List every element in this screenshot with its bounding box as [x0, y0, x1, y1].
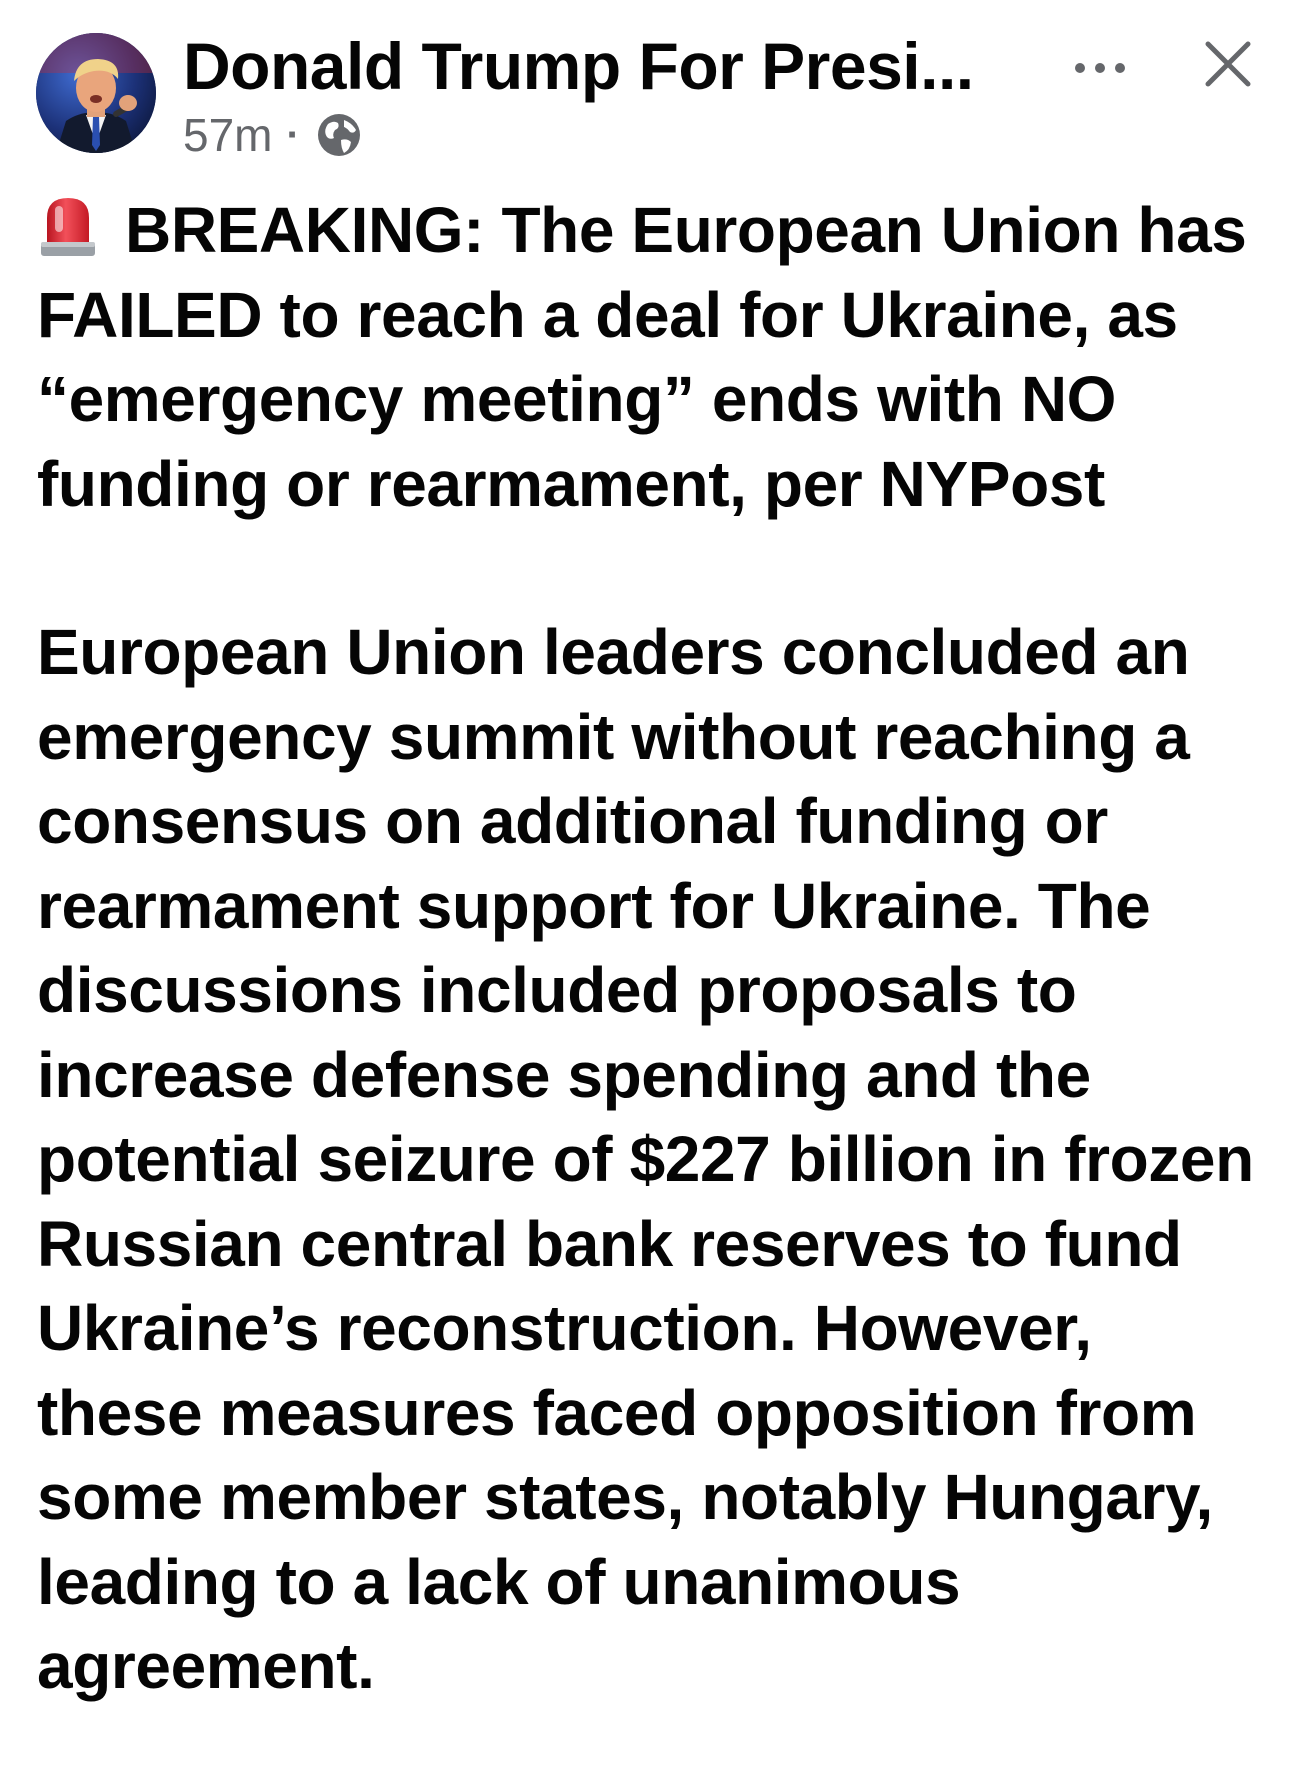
- post-headline: BREAKING: The European Union has FAILED to reach a deal for Ukraine, as “emergency meeting” ends with NO funding or rearmament, per NYPost: [37, 194, 1247, 520]
- post-body: [37, 188, 1262, 1709]
- avatar[interactable]: [36, 33, 156, 153]
- close-button[interactable]: [1198, 34, 1258, 94]
- post-timestamp[interactable]: 57m: [183, 109, 273, 161]
- meta-separator: ·: [286, 112, 300, 157]
- post-meta: [183, 105, 364, 165]
- more-options-button[interactable]: [1060, 38, 1140, 98]
- close-icon: [1198, 34, 1258, 94]
- author-name[interactable]: Donald Trump For Presi...: [183, 29, 974, 103]
- police-siren-emoji: [37, 194, 99, 260]
- post-body-text: European Union leaders concluded an emergency summit without reaching a consensus on additional funding or rearmament support for Ukraine. The discussions included proposals to increase defense spending and the potential seizure of $227 billion in frozen Russian central bank reserves to fund Ukraine’s reconstruction. However, these measures faced opposition from some member states, notably Hungary, leading to a lack of unanimous agreement.: [37, 616, 1254, 1702]
- avatar-photo-icon: [36, 33, 156, 153]
- post-header: [0, 0, 1290, 170]
- post-headline-paragraph: [37, 188, 1262, 526]
- more-options-icon: [1070, 60, 1130, 76]
- globe-icon[interactable]: [314, 110, 364, 160]
